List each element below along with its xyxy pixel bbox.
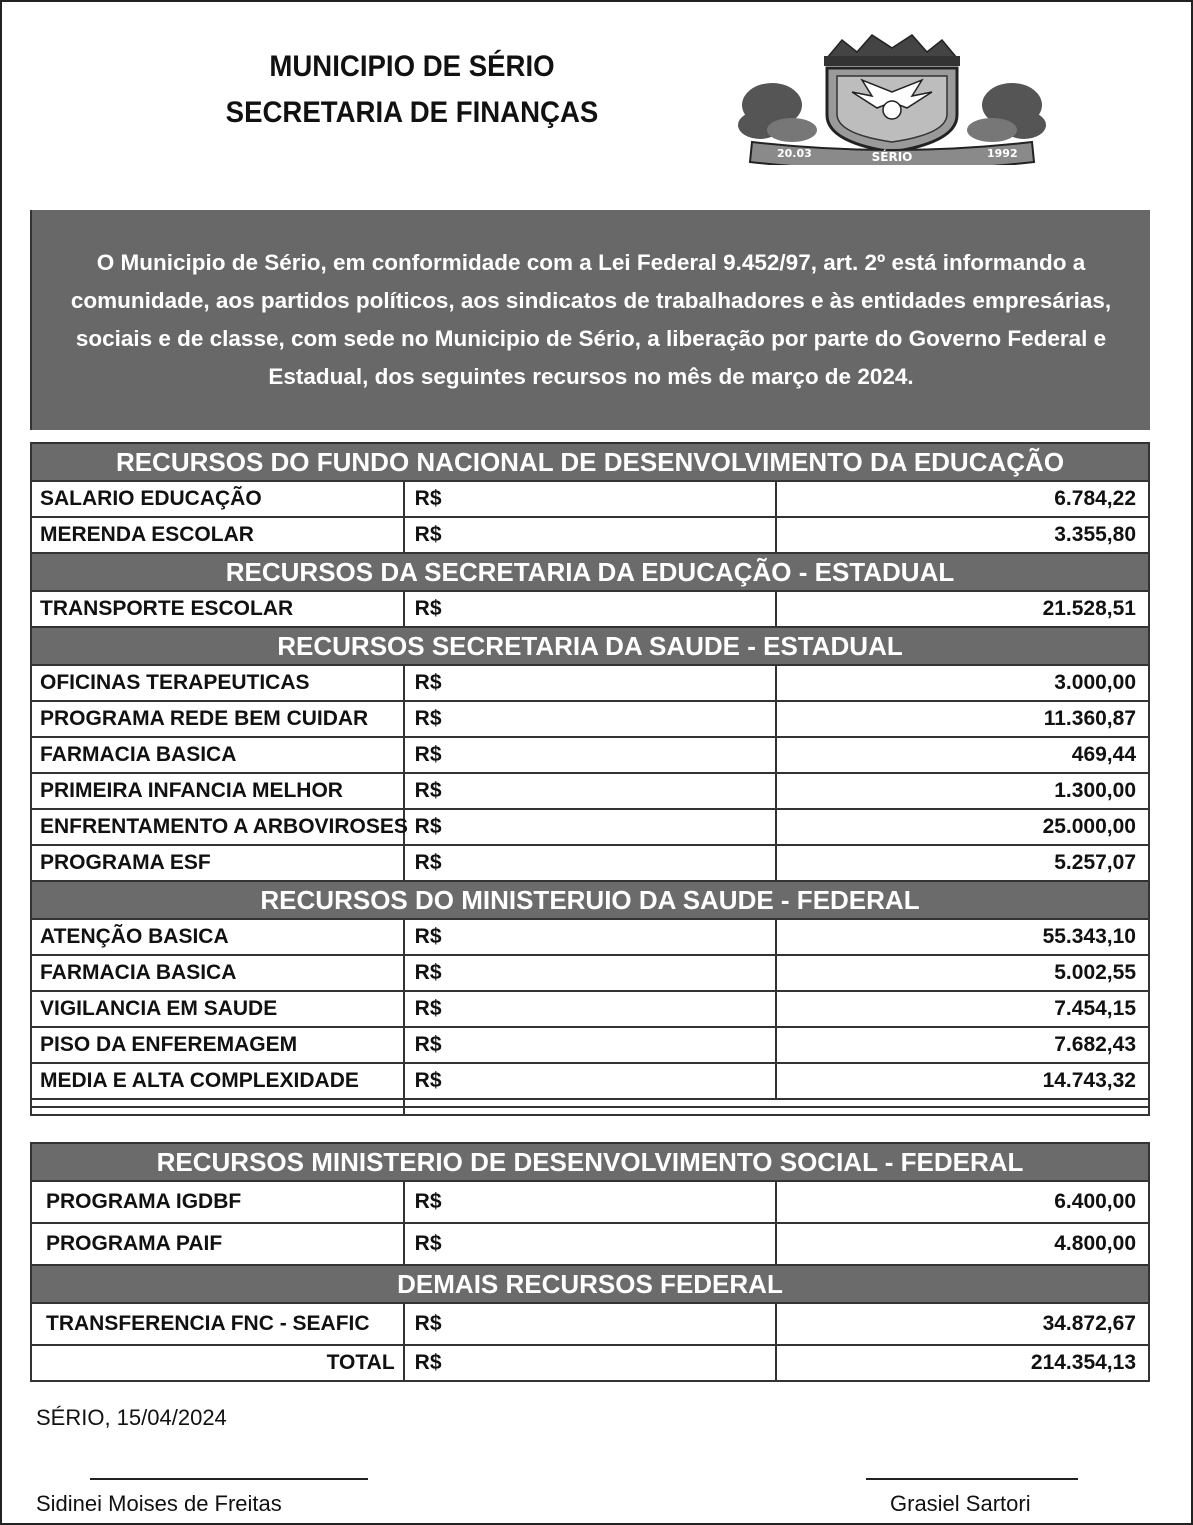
resources-table-social xyxy=(30,1142,1150,1382)
resource-value: 7.682,43 xyxy=(776,1027,1149,1063)
resource-label: MEDIA E ALTA COMPLEXIDADE xyxy=(31,1063,404,1099)
currency-symbol: R$ xyxy=(404,919,777,955)
total-value: 214.354,13 xyxy=(776,1345,1149,1381)
table-row xyxy=(31,845,1149,881)
spacer-row xyxy=(31,1107,1149,1115)
resource-label: PRIMEIRA INFANCIA MELHOR xyxy=(31,773,404,809)
currency-symbol: R$ xyxy=(404,845,777,881)
table-row xyxy=(31,591,1149,627)
resource-value: 55.343,10 xyxy=(776,919,1149,955)
department-title: SECRETARIA DE FINANÇAS xyxy=(225,96,599,129)
table-row xyxy=(31,955,1149,991)
municipal-crest-icon xyxy=(732,30,1052,165)
table-row xyxy=(31,773,1149,809)
resource-value: 25.000,00 xyxy=(776,809,1149,845)
resource-label: VIGILANCIA EM SAUDE xyxy=(31,991,404,1027)
table-row xyxy=(31,737,1149,773)
resource-value: 3.355,80 xyxy=(776,517,1149,553)
resource-label: TRANSFERENCIA FNC - SEAFIC xyxy=(31,1303,404,1345)
spacer-cell xyxy=(31,1107,404,1115)
resource-value: 7.454,15 xyxy=(776,991,1149,1027)
document-header xyxy=(154,44,669,136)
currency-symbol: R$ xyxy=(404,1223,777,1265)
spacer-row xyxy=(31,1099,1149,1107)
table-row xyxy=(31,991,1149,1027)
resource-label: MERENDA ESCOLAR xyxy=(31,517,404,553)
resource-label: PROGRAMA ESF xyxy=(31,845,404,881)
total-label: TOTAL xyxy=(31,1345,404,1381)
currency-symbol: R$ xyxy=(404,591,777,627)
resource-label: ENFRENTAMENTO A ARBOVIROSES xyxy=(31,809,404,845)
table-row xyxy=(31,1181,1149,1223)
table-row xyxy=(31,701,1149,737)
section-title: RECURSOS DA SECRETARIA DA EDUCAÇÃO - ESTADUAL xyxy=(31,553,1149,591)
section-title: RECURSOS MINISTERIO DE DESENVOLVIMENTO SOCIAL - FEDERAL xyxy=(31,1143,1149,1181)
resource-label: FARMACIA BASICA xyxy=(31,737,404,773)
section-title: RECURSOS DO MINISTERUIO DA SAUDE - FEDERAL xyxy=(31,881,1149,919)
section-title: RECURSOS DO FUNDO NACIONAL DE DESENVOLVIMENTO DA EDUCAÇÃO xyxy=(31,443,1149,481)
currency-symbol: R$ xyxy=(404,955,777,991)
section-title: DEMAIS RECURSOS FEDERAL xyxy=(31,1265,1149,1303)
resources-table xyxy=(30,442,1150,1116)
section-header-row xyxy=(31,1265,1149,1303)
resource-value: 6.784,22 xyxy=(776,481,1149,517)
signature-line-left xyxy=(90,1478,368,1480)
currency-symbol: R$ xyxy=(404,1027,777,1063)
section-header-row xyxy=(31,443,1149,481)
intro-text: O Municipio de Sério, em conformidade com a Lei Federal 9.452/97, art. 2º está informando a comunidade, aos partidos políticos, aos sindicatos de trabalhadores e às entidades empresárias, sociais e de classe, com sede no Municipio de Sério, a liberação por parte do Governo Federal e Estadual, dos seguintes recursos no mês de março de 2024. xyxy=(70,250,1112,389)
currency-symbol: R$ xyxy=(404,517,777,553)
resource-value: 11.360,87 xyxy=(776,701,1149,737)
signature-line-right xyxy=(866,1478,1078,1480)
section-header-row xyxy=(31,627,1149,665)
signature-name-left: Sidinei Moises de Freitas xyxy=(36,1491,282,1516)
section-header-row xyxy=(31,553,1149,591)
currency-symbol: R$ xyxy=(404,701,777,737)
section-header-row xyxy=(31,1143,1149,1181)
section-title: RECURSOS SECRETARIA DA SAUDE - ESTADUAL xyxy=(31,627,1149,665)
currency-symbol: R$ xyxy=(404,1303,777,1345)
currency-symbol: R$ xyxy=(404,481,777,517)
total-row xyxy=(31,1345,1149,1381)
resource-value: 6.400,00 xyxy=(776,1181,1149,1223)
table-row xyxy=(31,1027,1149,1063)
currency-symbol: R$ xyxy=(404,991,777,1027)
crest-band-right: 1992 xyxy=(987,147,1018,160)
spacer-cell xyxy=(31,1099,404,1107)
municipality-title: MUNICIPIO DE SÉRIO xyxy=(269,50,555,83)
resource-value: 5.257,07 xyxy=(776,845,1149,881)
currency-symbol: R$ xyxy=(404,809,777,845)
document-date: SÉRIO, 15/04/2024 xyxy=(36,1405,227,1430)
resource-value: 21.528,51 xyxy=(776,591,1149,627)
currency-symbol: R$ xyxy=(404,1345,777,1381)
table-row xyxy=(31,1223,1149,1265)
table-row xyxy=(31,481,1149,517)
table-row xyxy=(31,517,1149,553)
resource-label: PROGRAMA IGDBF xyxy=(31,1181,404,1223)
spacer-cell xyxy=(404,1099,1149,1107)
currency-symbol: R$ xyxy=(404,1063,777,1099)
resource-label: SALARIO EDUCAÇÃO xyxy=(31,481,404,517)
crest-band-left: 20.03 xyxy=(777,147,812,160)
resource-label: PROGRAMA REDE BEM CUIDAR xyxy=(31,701,404,737)
table-row xyxy=(31,1063,1149,1099)
resource-value: 4.800,00 xyxy=(776,1223,1149,1265)
signature-name-right: Grasiel Sartori xyxy=(890,1491,1031,1516)
resource-label: OFICINAS TERAPEUTICAS xyxy=(31,665,404,701)
table-row xyxy=(31,665,1149,701)
crest-band-center: SÉRIO xyxy=(871,150,913,164)
resource-label: TRANSPORTE ESCOLAR xyxy=(31,591,404,627)
resource-value: 3.000,00 xyxy=(776,665,1149,701)
intro-notice xyxy=(30,210,1150,430)
currency-symbol: R$ xyxy=(404,1181,777,1223)
currency-symbol: R$ xyxy=(404,737,777,773)
resource-value: 469,44 xyxy=(776,737,1149,773)
resource-label: FARMACIA BASICA xyxy=(31,955,404,991)
resource-label: PROGRAMA PAIF xyxy=(31,1223,404,1265)
spacer-cell xyxy=(404,1107,1149,1115)
currency-symbol: R$ xyxy=(404,773,777,809)
section-header-row xyxy=(31,881,1149,919)
table-row xyxy=(31,1303,1149,1345)
currency-symbol: R$ xyxy=(404,665,777,701)
table-row xyxy=(31,919,1149,955)
table-row xyxy=(31,809,1149,845)
resource-label: PISO DA ENFEREMAGEM xyxy=(31,1027,404,1063)
resource-value: 34.872,67 xyxy=(776,1303,1149,1345)
resource-value: 14.743,32 xyxy=(776,1063,1149,1099)
resource-value: 5.002,55 xyxy=(776,955,1149,991)
resource-label: ATENÇÃO BASICA xyxy=(31,919,404,955)
resource-value: 1.300,00 xyxy=(776,773,1149,809)
